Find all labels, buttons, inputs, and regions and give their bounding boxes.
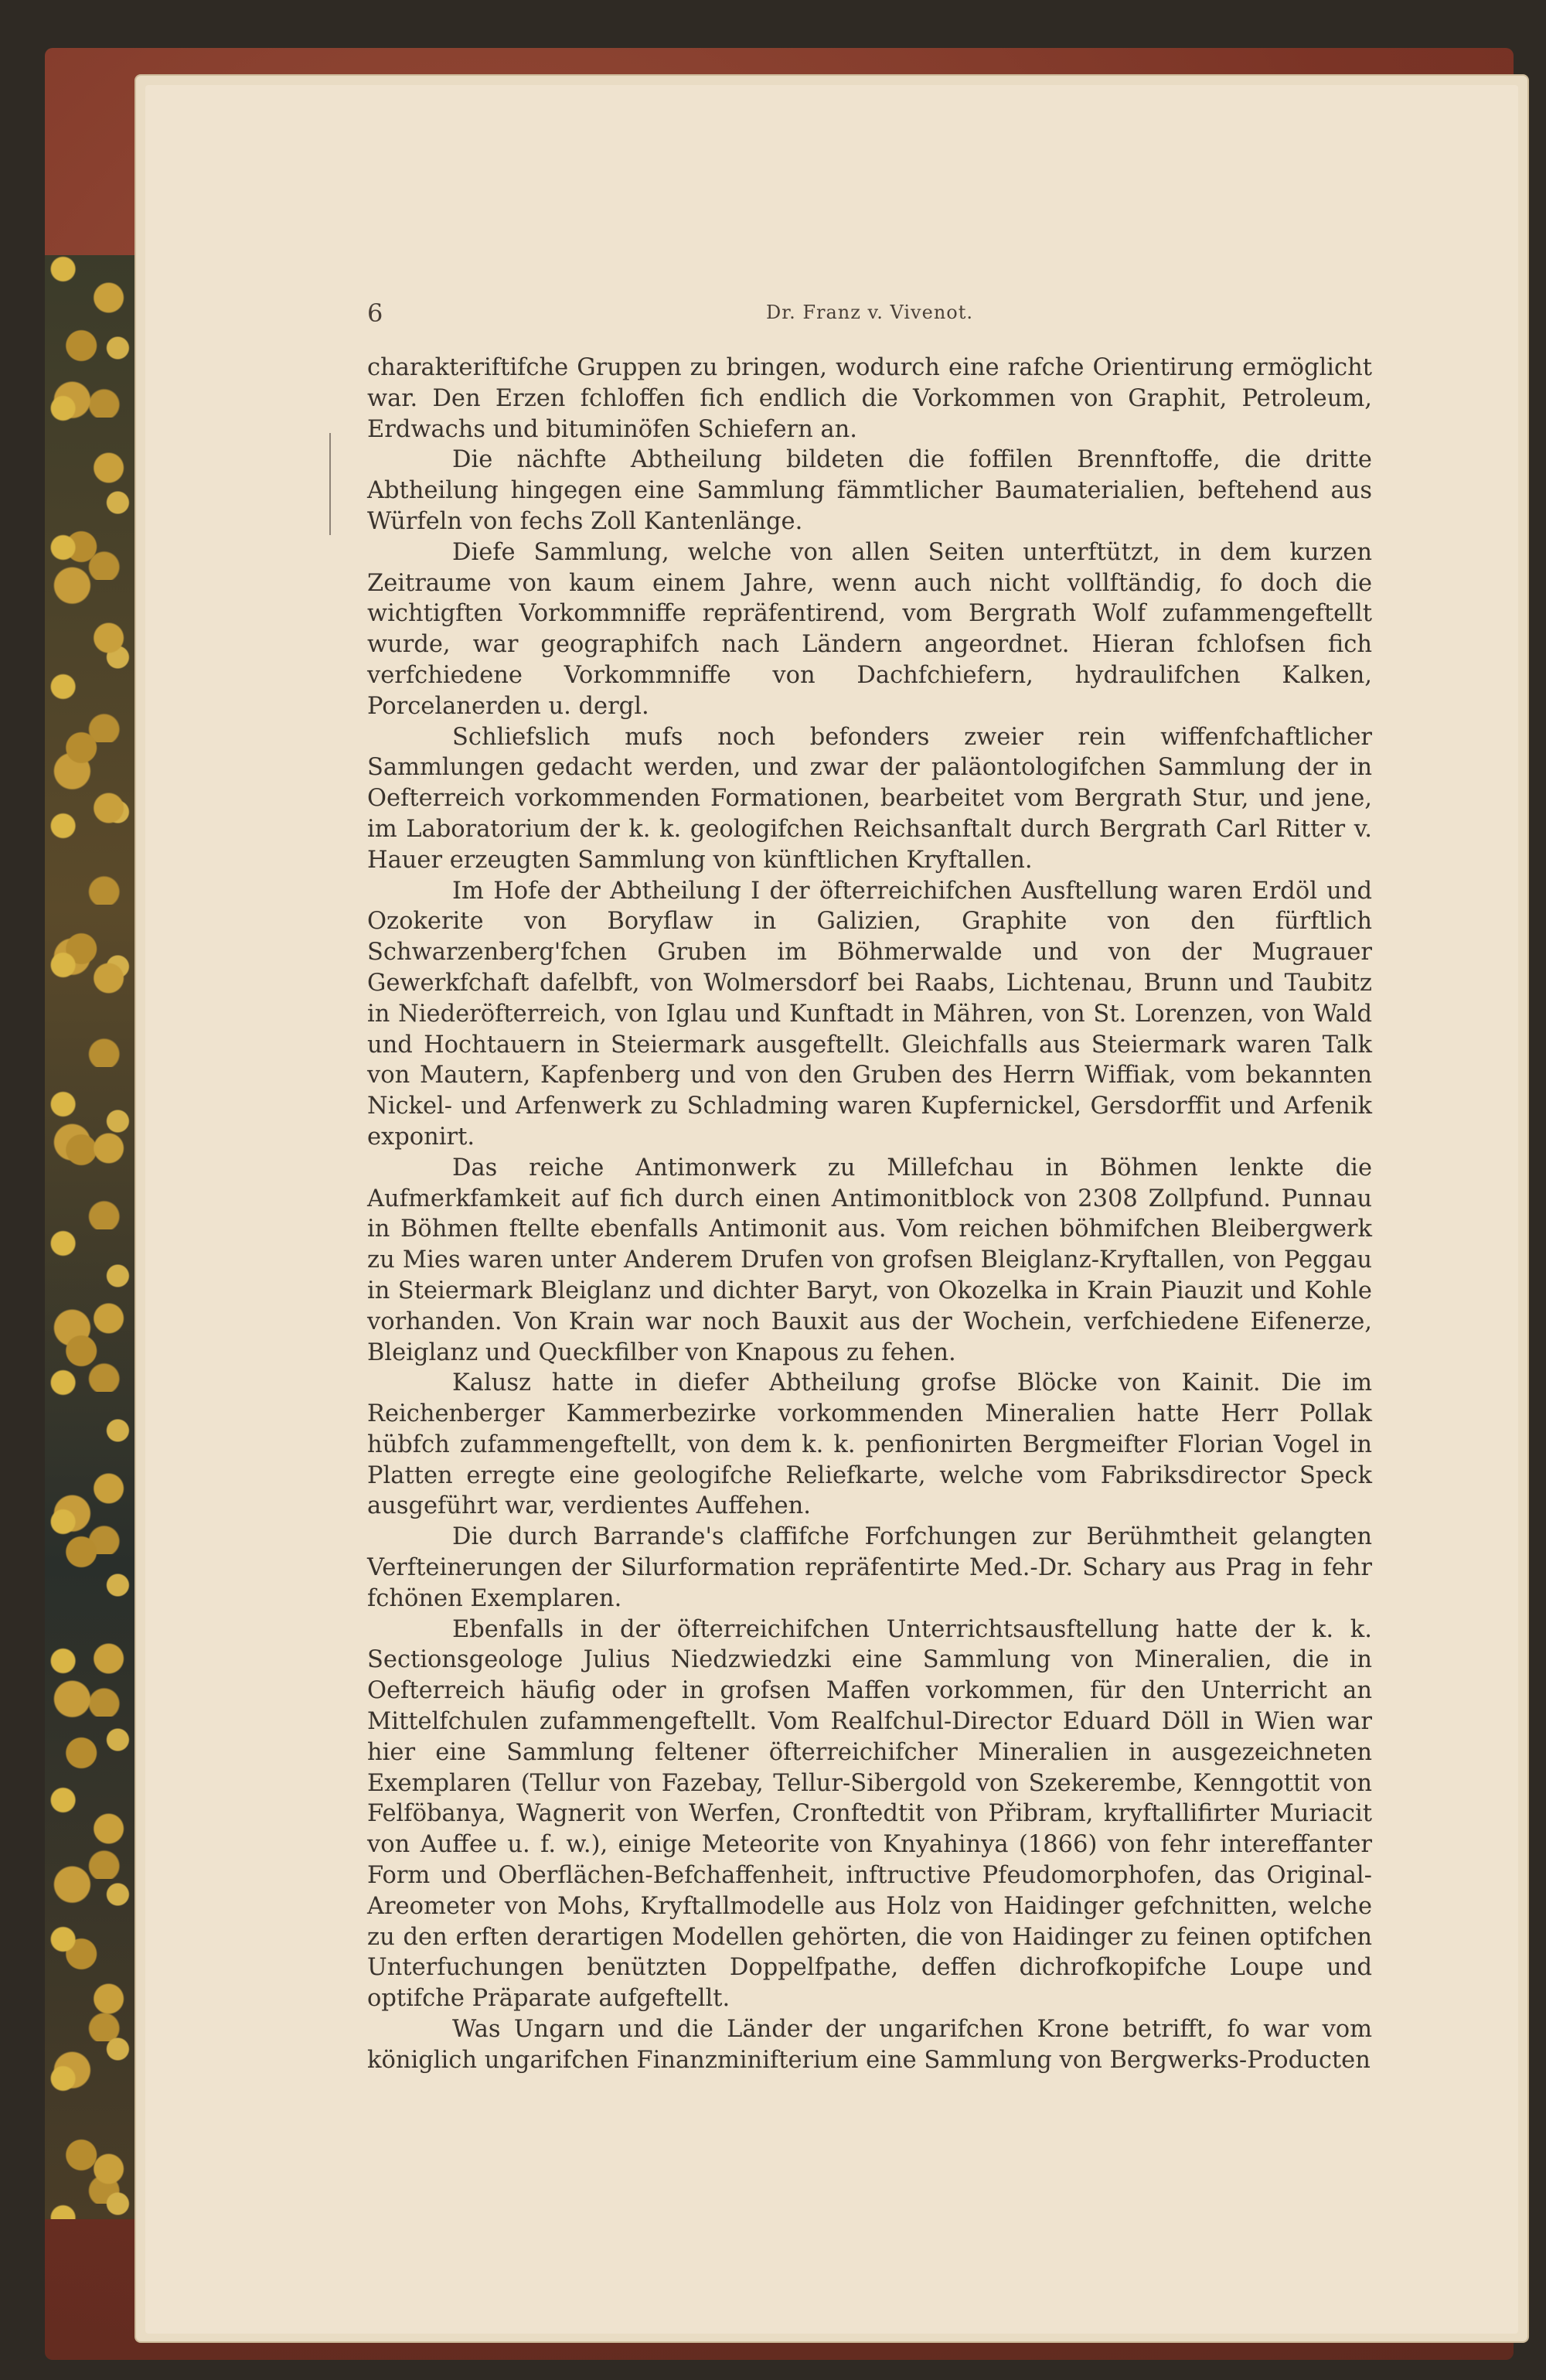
marbled-edge — [45, 255, 136, 2219]
page-header — [367, 298, 1372, 332]
paragraph: Was Ungarn und die Länder der ungarifchen Krone betrifft, fo war vom königlich ungarifchen Finanzminifterium eine Sammlung von Bergwerks-Producten — [367, 2016, 1372, 2074]
page-number: 6 — [367, 298, 383, 328]
margin-mark — [329, 433, 331, 535]
paragraph: Die nächfte Abtheilung bildeten die foffilen Brennftoffe, die dritte Abtheilung hingegen eine Sammlung fämmtlicher Baumaterialien, beftehend aus Würfeln von fechs Zoll Kantenlänge. — [367, 446, 1372, 535]
paragraph: Ebenfalls in der öfterreichifchen Unterrichtsausftellung hatte der k. k. Sectionsgeologe Julius Niedzwiedzki eine Sammlung von Mineralien, die in Oefterreich häufig oder in grofsen Maffen vorkommen, für den Unterricht an Mittelfchulen zufammengeftellt. Vom Realfchul-Director Eduard Döll in Wien war hier eine Sammlung feltener öfterreichifcher Mineralien in ausgezeichneten Exemplaren (Tellur von Fazebay, Tellur-Sibergold von Szekerembe, Kenngottit von Felföbanya, Wagnerit von Werfen, Cronftedtit von Přibram, kryftallifirter Muriacit von Auffee u. f. w.), einige Meteorite von Knyahinya (1866) von fehr intereffanter Form und Oberflächen-Befchaffenheit, inftructive Pfeudomorphofen, das Original-Areometer von Mohs, Kryftallmodelle aus Holz von Haidinger gefchnitten, welche zu den erften derartigen Modellen gehörten, die von Haidinger zu feinen optifchen Unterfuchungen benützten Doppelfpathe, deffen dichrofkopifche Loupe und optifche Präparate aufgeftellt. — [367, 1615, 1372, 2013]
paragraph: Das reiche Antimonwerk zu Millefchau in Böhmen lenkte die Aufmerkfamkeit auf fich durch einen Antimonitblock von 2308 Zollpfund. Punnau in Böhmen ftellte ebenfalls Antimonit aus. Vom reichen böhmifchen Bleibergwerk zu Mies waren unter Anderem Drufen von grofsen Bleiglanz-Kryftallen, von Peggau in Steiermark Bleiglanz und dichter Baryt, von Okozelka in Krain Piauzit und Kohle vorhanden. Von Krain war noch Bauxit aus der Wochein, verfchiedene Eifenerze, Bleiglanz und Queckfilber von Knapous zu fehen. — [367, 1154, 1372, 1366]
paragraph: Diefe Sammlung, welche von allen Seiten unterftützt, in dem kurzen Zeitraume von kaum einem Jahre, wenn auch nicht vollftändig, fo doch die wichtigften Vorkommniffe repräfentirend, vom Bergrath Wolf zufammengeftellt wurde, war geographifch nach Ländern angeordnet. Hieran fchlofsen fich verfchiedene Vorkommniffe von Dachfchiefern, hydraulifchen Kalken, Porcelanerden u. dergl. — [367, 538, 1372, 720]
paragraph: Die durch Barrande's claffifche Forfchungen zur Berühmtheit gelangten Verfteinerungen der Silurformation repräfentirte Med.-Dr. Schary aus Prag in fehr fchönen Exemplaren. — [367, 1523, 1372, 1612]
paragraph: Kalusz hatte in diefer Abtheilung grofse Blöcke von Kainit. Die im Reichenberger Kammerbezirke vorkommenden Mineralien hatte Herr Pollak hübfch zufammengeftellt, von dem k. k. penfionirten Bergmeifter Florian Vogel in Platten erregte eine geologifche Reliefkarte, welche vom Fabriksdirector Speck ausgeführt war, verdientes Auffehen. — [367, 1369, 1372, 1520]
paragraph: Im Hofe der Abtheilung I der öfterreichifchen Ausftellung waren Erdöl und Ozokerite von Boryflaw in Galizien, Graphite von den fürftlich Schwarzenberg'fchen Gruben im Böhmerwalde und von der Mugrauer Gewerkfchaft dafelbft, von Wolmersdorf bei Raabs, Lichtenau, Brunn und Taubitz in Niederöfterreich, von Iglau und Kunftadt in Mähren, von St. Lorenzen, von Wald und Hochtauern in Steiermark ausgeftellt. Gleichfalls aus Steiermark waren Talk von Mautern, Kapfenberg und von den Gruben des Herrn Wiffiak, vom bekannten Nickel- und Arfenwerk zu Schladming waren Kupfernickel, Gersdorffit und Arfenik exponirt. — [367, 877, 1372, 1151]
paragraph: Schliefslich mufs noch befonders zweier rein wiffenfchaftlicher Sammlungen gedacht werden, und zwar der paläontologifchen Sammlung der in Oefterreich vorkommenden Formationen, bearbeitet vom Bergrath Stur, und jene, im Laboratorium der k. k. geologifchen Reichsanftalt durch Bergrath Carl Ritter v. Hauer erzeugten Sammlung von künftlichen Kryftallen. — [367, 723, 1372, 874]
paragraph: charakteriftifche Gruppen zu bringen, wodurch eine rafche Orientirung ermöglicht war. Den Erzen fchloffen fich endlich die Vorkommen von Graphit, Petroleum, Erdwachs und bituminöfen Schiefern an. — [367, 354, 1372, 443]
body-text — [367, 353, 1372, 2076]
running-head: Dr. Franz v. Vivenot. — [766, 302, 973, 323]
